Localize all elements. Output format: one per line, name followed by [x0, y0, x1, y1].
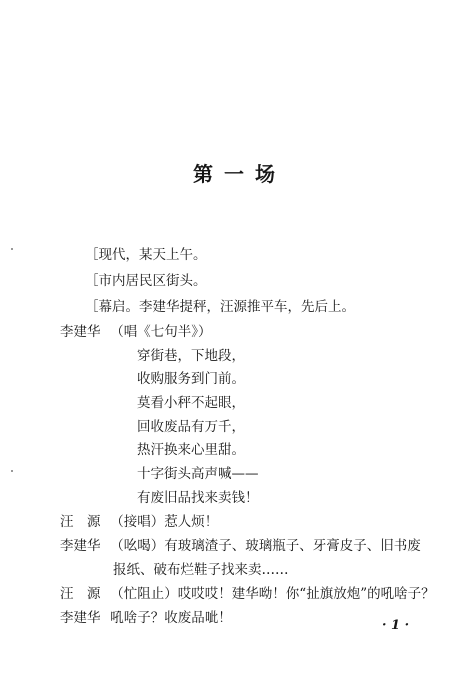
speech-wang-yuan-2: [60, 582, 435, 602]
scan-speck: [11, 248, 13, 250]
speaker-name: 汪 源: [60, 586, 101, 602]
page-number: · 1 ·: [382, 618, 410, 633]
speaker-name: 汪 源: [60, 514, 101, 530]
speech-li-jianhua-2: [60, 534, 421, 554]
speaker-name: 李建华: [60, 610, 101, 626]
speech-text: （接唱）惹人烦！: [110, 514, 219, 530]
speaker-name: 李建华: [60, 324, 101, 340]
verse-line-3: 莫看小秤不起眼，: [137, 395, 245, 411]
stage-direction-3: ［幕启。李建华提秤，汪源推平车，先后上。: [85, 299, 355, 315]
verse-line-7: 有废旧品找来卖钱！: [137, 490, 259, 506]
speech-continuation: 报纸、破布烂鞋子找来卖……: [113, 562, 289, 578]
stage-direction-2: ［市内居民区街头。: [85, 273, 207, 289]
speech-text: （吆喝）有玻璃渣子、玻璃瓶子、牙膏皮子、旧书废: [110, 538, 421, 554]
verse-line-2: 收购服务到门前。: [137, 371, 245, 387]
speech-li-jianhua-3: [60, 606, 232, 626]
stage-cue: （唱《七句半》）: [110, 324, 212, 340]
speech-wang-yuan-1: [60, 510, 218, 530]
stage-direction-1: ［现代，某天上午。: [85, 247, 207, 263]
verse-line-1: 穿街巷，下地段，: [137, 348, 245, 364]
verse-line-6: 十字街头高声喊——: [137, 466, 259, 482]
speech-text: （忙阻止）哎哎哎！建华呦！你“扯旗放炮”的吼啥子？: [110, 586, 435, 602]
speech-text: 吼啥子？收废品呲！: [110, 610, 232, 626]
verse-line-4: 回收废品有万千，: [137, 419, 245, 435]
verse-line-5: 热汗换来心里甜。: [137, 442, 245, 458]
scan-speck: [11, 470, 13, 472]
speaker-name: 李建华: [60, 538, 101, 554]
speech-li-jianhua-1: [60, 320, 212, 340]
scene-title: 第 一 场: [193, 162, 277, 186]
